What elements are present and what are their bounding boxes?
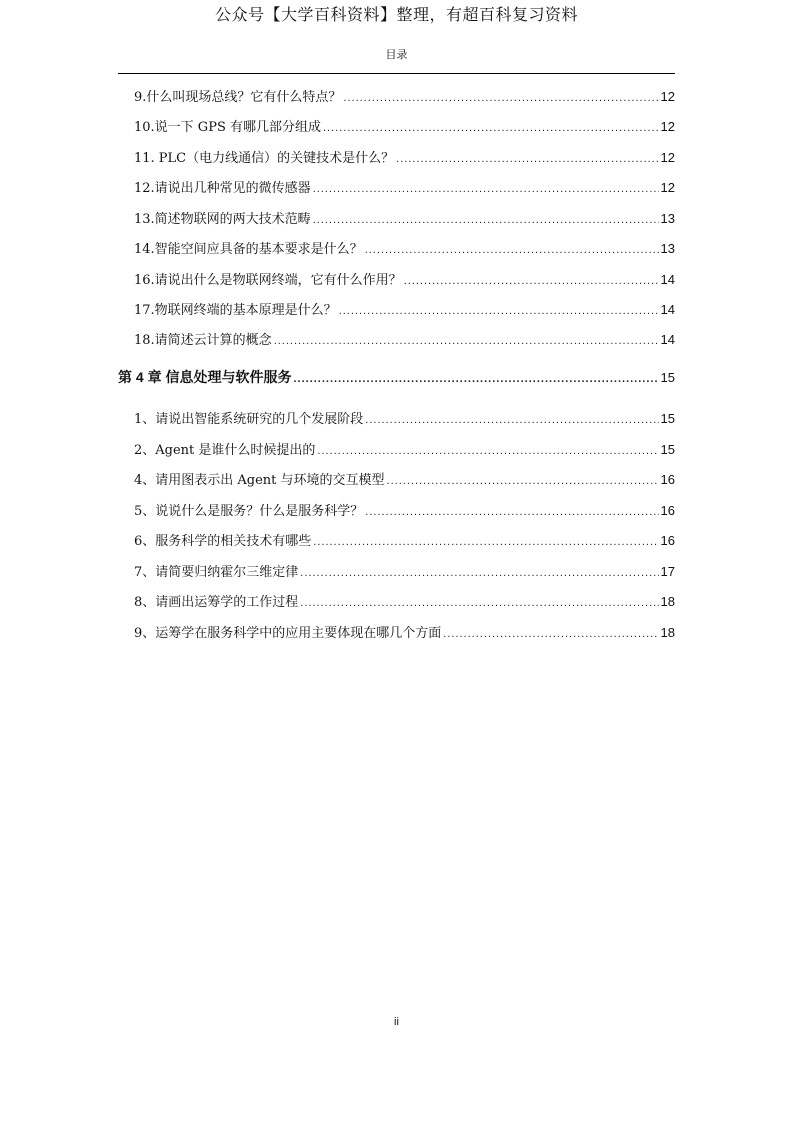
page-banner: 公众号【大学百科资料】整理，有超百科复习资料 [214, 5, 578, 24]
toc-entry[interactable] [134, 623, 675, 643]
dot-leader [313, 210, 659, 230]
toc-entry-label: 10.说一下 GPS 有哪几部分组成 [134, 120, 321, 135]
toc-entry-page: 15 [660, 411, 675, 426]
toc-entry-label: 9、运筹学在服务科学中的应用主要体现在哪几个方面 [134, 626, 442, 641]
dot-leader [300, 593, 658, 613]
dot-leader [313, 179, 659, 199]
toc-entry-label: 18.请简述云计算的概念 [134, 333, 272, 348]
toc-entry-page: 17 [660, 564, 675, 579]
toc-entry-label: 17.物联网终端的基本原理是什么？ [134, 303, 337, 318]
toc-entry[interactable] [134, 148, 675, 168]
toc-entry-page: 14 [660, 332, 675, 347]
toc-entry-page: 12 [660, 119, 675, 134]
dot-leader [443, 624, 658, 644]
toc-entry-page: 12 [660, 150, 675, 165]
toc-entry[interactable] [134, 592, 675, 612]
dot-leader [313, 532, 658, 552]
toc-entry-label: 11. PLC（电力线通信）的关键技术是什么？ [134, 151, 395, 166]
dot-leader [365, 502, 658, 522]
toc-entry-label: 8、请画出运筹学的工作过程 [134, 595, 299, 610]
toc-entry[interactable] [134, 562, 675, 582]
toc-entry-label: 12.请说出几种常见的微传感器 [134, 181, 311, 196]
toc-entry[interactable] [134, 470, 675, 490]
dot-leader [323, 118, 659, 138]
toc-entry-page: 18 [660, 594, 675, 609]
toc-entry-label: 7、请简要归纳霍尔三维定律 [134, 565, 299, 580]
toc-entry-label: 13.简述物联网的两大技术范畴 [134, 212, 311, 227]
toc-entry-label: 16.请说出什么是物联网终端，它有什么作用？ [134, 273, 402, 288]
toc-entry[interactable] [134, 178, 675, 198]
toc-entry-label: 4、请用图表示出 Agent 与环境的交互模型 [134, 473, 385, 488]
toc-entry-page: 14 [660, 272, 675, 287]
section-title: 目录 [385, 48, 408, 61]
toc-entry[interactable] [134, 209, 675, 229]
toc-entry[interactable] [134, 531, 675, 551]
toc-entry-page: 14 [660, 302, 675, 317]
toc-entry-label: 6、服务科学的相关技术有哪些 [134, 534, 312, 549]
toc-chapter-page: 15 [660, 370, 675, 385]
toc-entry[interactable] [134, 501, 675, 521]
toc-entry-label: 14.智能空间应具备的基本要求是什么？ [134, 242, 363, 257]
dot-leader [404, 271, 659, 291]
dot-leader [317, 441, 658, 461]
dot-leader [396, 149, 658, 169]
toc-entry-label: 1、请说出智能系统研究的几个发展阶段 [134, 412, 364, 427]
dot-leader [300, 563, 658, 583]
dot-leader [343, 88, 658, 108]
toc-entry[interactable] [134, 300, 675, 320]
toc-entry[interactable] [134, 330, 675, 350]
toc-entry[interactable] [134, 87, 675, 107]
toc-entry-label: 9.什么叫现场总线？它有什么特点？ [134, 90, 342, 105]
toc-entry-page: 13 [660, 211, 675, 226]
toc-entry-page: 12 [660, 89, 675, 104]
page-number: ii [394, 1016, 399, 1028]
toc-entry[interactable] [134, 239, 675, 259]
toc-entry-label: 2、Agent 是谁什么时候提出的 [134, 443, 316, 458]
toc-entry[interactable] [134, 270, 675, 290]
toc-entry-page: 16 [660, 472, 675, 487]
dot-leader [274, 331, 659, 351]
header-divider [118, 73, 675, 74]
toc-entry[interactable] [134, 409, 675, 429]
toc-entry-page: 15 [660, 442, 675, 457]
toc-entry[interactable] [134, 117, 675, 137]
dot-leader [387, 471, 659, 491]
dot-leader [365, 240, 659, 260]
toc-chapter-entry[interactable] [118, 367, 675, 387]
toc-entry-page: 16 [660, 503, 675, 518]
dot-leader [339, 301, 659, 321]
dot-leader [293, 369, 658, 389]
toc-entry[interactable] [134, 440, 675, 460]
dot-leader [365, 410, 658, 430]
toc-entry-label: 5、说说什么是服务？什么是服务科学？ [134, 504, 364, 519]
toc-entry-page: 16 [660, 533, 675, 548]
toc-chapter-label: 第 4 章 信息处理与软件服务 [118, 369, 292, 385]
toc-entry-page: 18 [660, 625, 675, 640]
toc-entry-page: 12 [660, 180, 675, 195]
toc-entry-page: 13 [660, 241, 675, 256]
